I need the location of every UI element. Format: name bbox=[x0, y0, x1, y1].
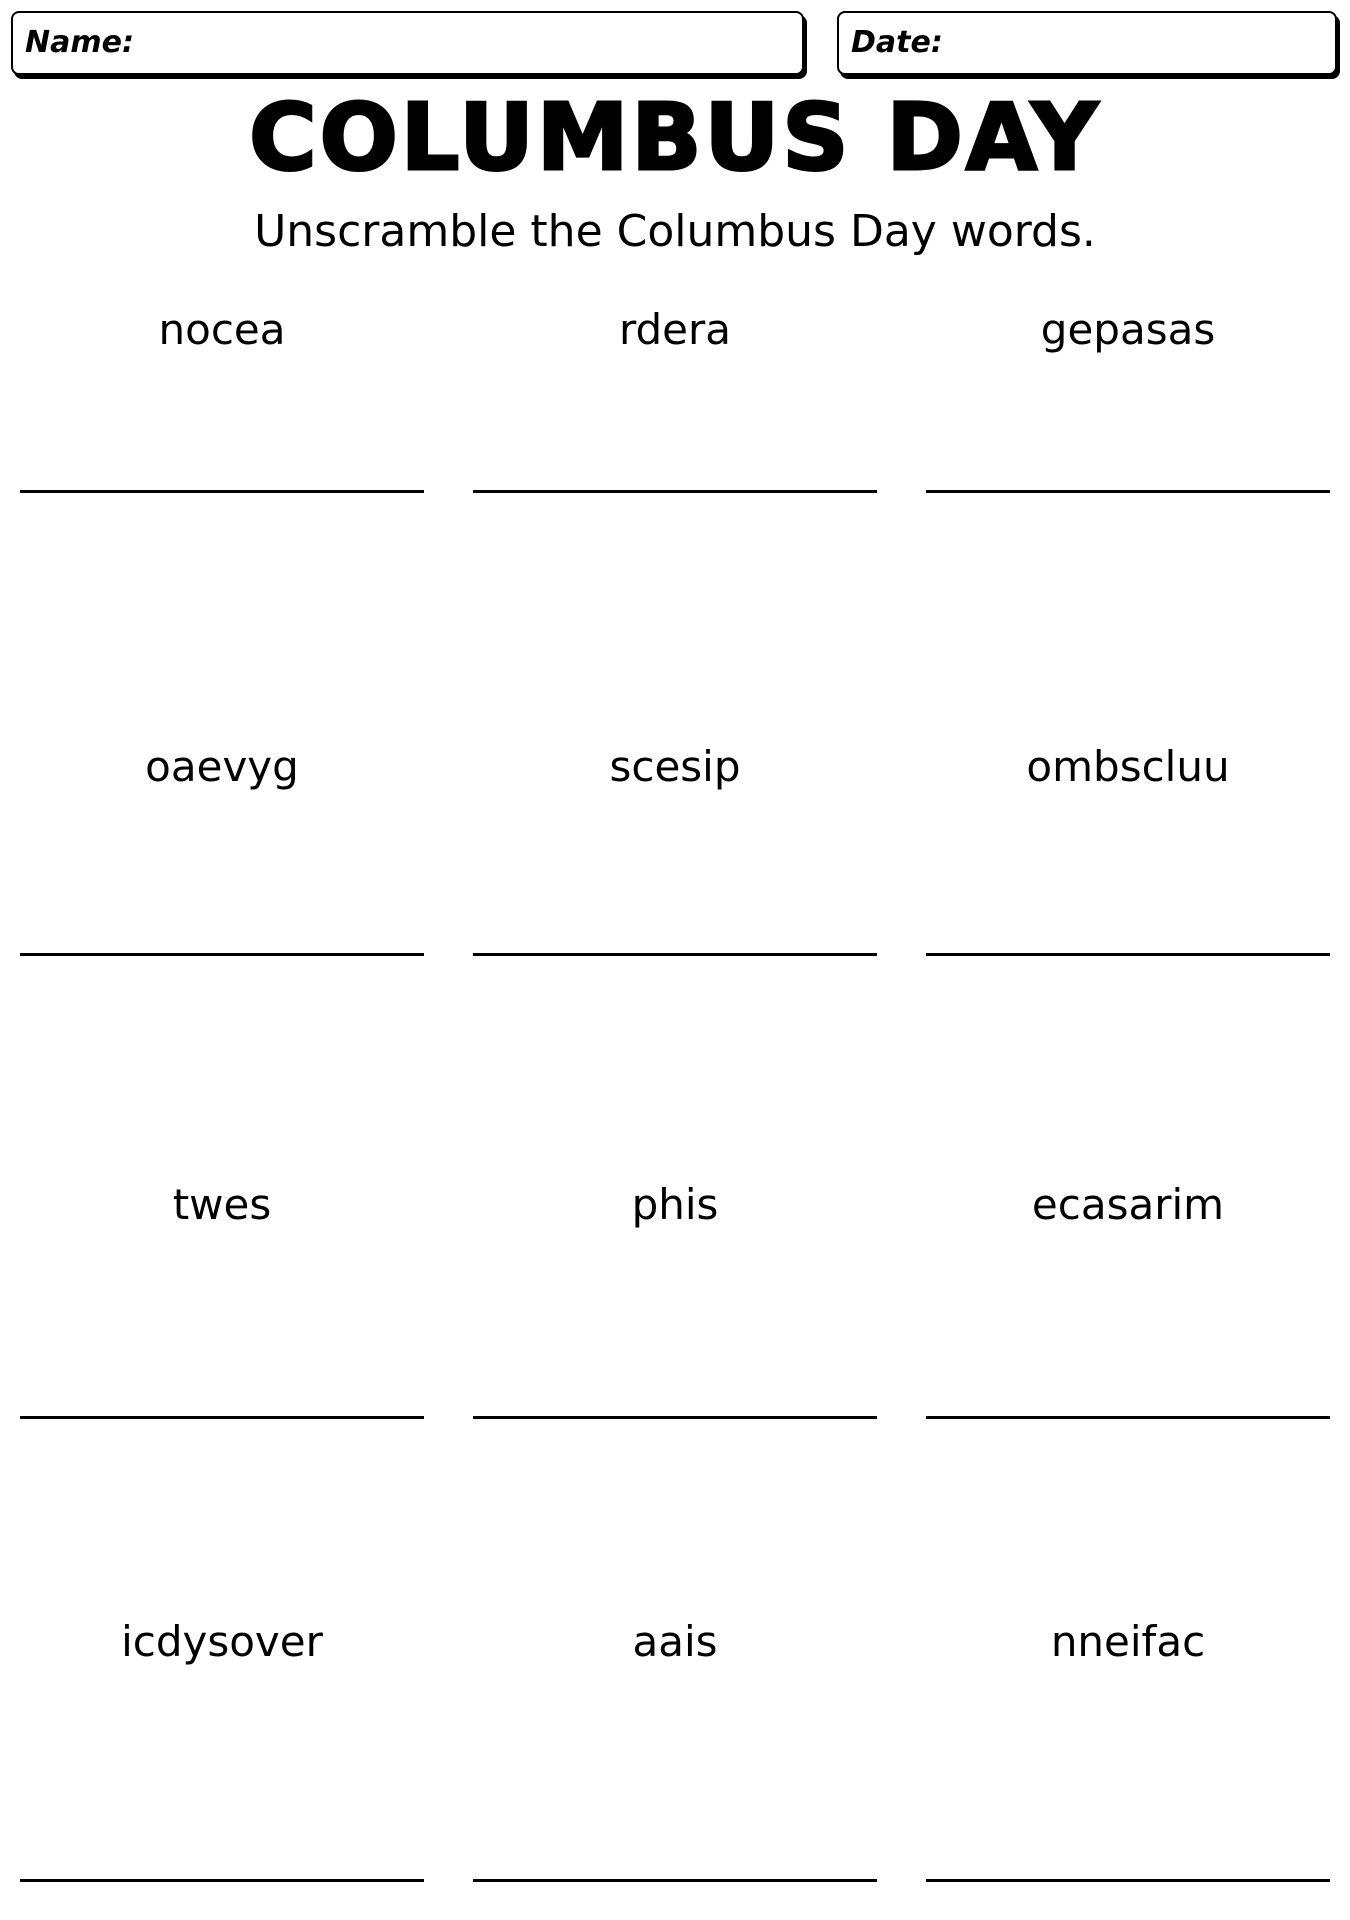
scrambled-word: gepasas bbox=[1040, 305, 1216, 354]
name-label: Name: bbox=[25, 25, 134, 60]
answer-line[interactable] bbox=[473, 953, 877, 956]
answer-line[interactable] bbox=[20, 1416, 424, 1419]
scrambled-word: twes bbox=[172, 1180, 272, 1229]
scrambled-word: phis bbox=[631, 1180, 719, 1229]
answer-line[interactable] bbox=[20, 490, 424, 493]
answer-line[interactable] bbox=[473, 1416, 877, 1419]
answer-line[interactable] bbox=[20, 953, 424, 956]
scrambled-word: oaevyg bbox=[145, 742, 299, 791]
instructions: Unscramble the Columbus Day words. bbox=[254, 206, 1096, 257]
scrambled-word: ecasarim bbox=[1031, 1180, 1225, 1229]
scrambled-word: aais bbox=[632, 1617, 718, 1666]
scrambled-word: nneifac bbox=[1050, 1617, 1206, 1666]
scrambled-word: scesip bbox=[609, 742, 741, 791]
answer-line[interactable] bbox=[473, 1879, 877, 1882]
scrambled-word: ombscluu bbox=[1026, 742, 1230, 791]
answer-line[interactable] bbox=[926, 953, 1330, 956]
scrambled-word: nocea bbox=[158, 305, 286, 354]
answer-line[interactable] bbox=[926, 1879, 1330, 1882]
answer-line[interactable] bbox=[926, 1416, 1330, 1419]
answer-line[interactable] bbox=[473, 490, 877, 493]
scrambled-word: icdysover bbox=[121, 1617, 323, 1666]
answer-line[interactable] bbox=[20, 1879, 424, 1882]
page-title: COLUMBUS DAY bbox=[249, 84, 1101, 191]
scrambled-word: rdera bbox=[618, 305, 732, 354]
date-label: Date: bbox=[851, 25, 943, 60]
answer-line[interactable] bbox=[926, 490, 1330, 493]
